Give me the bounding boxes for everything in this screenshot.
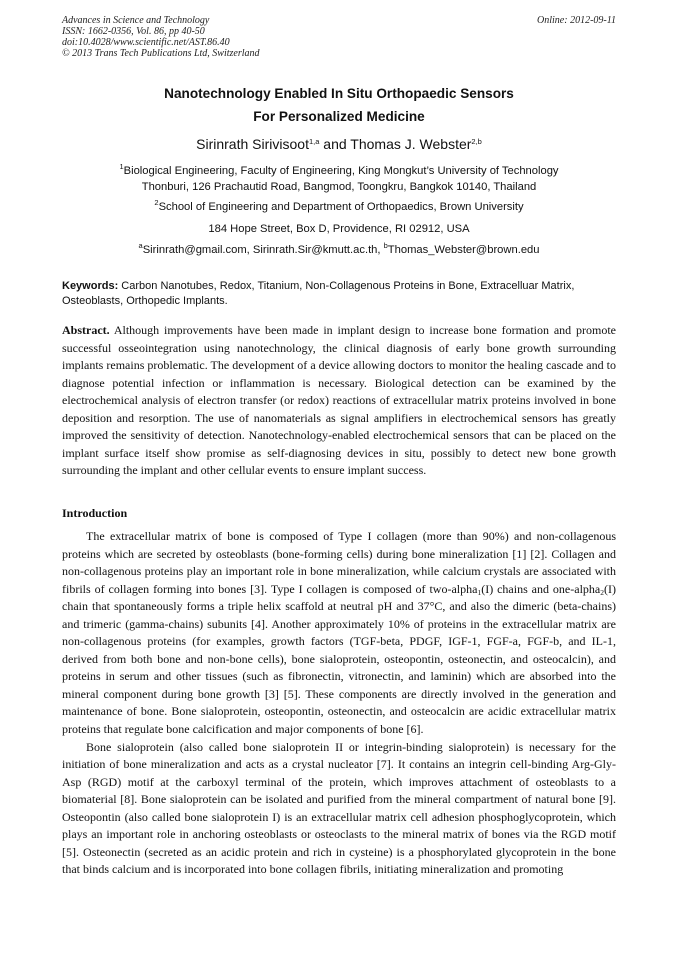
author-list — [62, 134, 616, 154]
online-date: Online: 2012-09-11 — [537, 15, 616, 26]
keywords-label: Keywords: — [62, 280, 119, 292]
title-line-1: Nanotechnology Enabled In Situ Orthopaedic Sensors — [164, 86, 514, 101]
email-b[interactable]: Thomas_Webster@brown.edu — [387, 244, 540, 256]
email-b-mark: b — [383, 241, 388, 250]
doi-line[interactable]: doi:10.4028/www.scientific.net/AST.86.40 — [62, 37, 230, 48]
paper-title — [62, 82, 616, 128]
introduction-heading: Introduction — [62, 506, 128, 520]
title-line-2: For Personalized Medicine — [253, 109, 425, 124]
author-emails — [62, 243, 616, 259]
affiliation-2-line-1: School of Engineering and Department of Orthopaedics, Brown University — [158, 201, 524, 213]
author-connector: and — [319, 136, 351, 152]
affiliation-1-line-1: Biological Engineering, Faculty of Engineering, King Mongkut’s University of Technology — [123, 165, 559, 177]
affiliation-2-mark: 2 — [154, 198, 159, 207]
introduction-paragraph-1: The extracellular matrix of bone is composed of Type I collagen (more than 90%) and non-collagenous proteins which are secreted by osteoblasts (bone-forming cells) during bone mineralization [1] [2]. Collagen and non-collagenous proteins play an important role in bone mineralization, while calcium crystals are associated with fibrils of collagen forming into bones [3]. Type I collagen is composed of two-alpha$_1$(I) chains and one-alpha$_2$(I) chain that spontaneously forms a triple helix scaffold at neutral pH and 37°C, and also the dimeric (beta-chains) and trimeric (gamma-chains) subunits [4]. Another approximately 10% of proteins in the extracellular matrix are non-collagenous proteins (for examples, growth factors (TGF-beta, PDGF, IGF-1, FGF-a, FGF-b, and IL-1, derived from both bone and non-bone cells), bone sialoprotein, osteopontin, osteonectin, and osteocalcin), and proteins in serum and other tissues (such as fibronectin, vitronectin, and laminin) which are absorbed into the mineral component during bone growth [3] [5]. These components are directly involved in the generation and maintenance of bone. Bone sialoprotein, osteopontin, osteonectin, and osteocalcin are acidic extracellular matrix proteins that regulate bone calcification and major components of bone [6]. — [62, 529, 616, 737]
keywords-text: Carbon Nanotubes, Redox, Titanium, Non-Collagenous Proteins in Bone, Extracelluar Matrix, Osteoblasts, Orthopedic Implants. — [62, 280, 575, 307]
affiliation-1-line-2: Thonburi, 126 Prachautid Road, Bangmod, Toongkru, Bangkok 10140, Thailand — [141, 180, 537, 193]
journal-header — [62, 15, 616, 59]
author-1: Sirinrath Sirivisoot — [196, 136, 309, 152]
abstract-text: Although improvements have been made in implant design to increase bone formation and promote successful osseointegration using nanotechnology, the clinical diagnosis of early bone growth surrounding implants remains problematic. The development of a device allowing doctors to monitor the healing cascade and to diagnose potential infection or inflammation is necessary. Biological detection can be examined by the electrochemical analysis of electron transfer (or redox) reactions of extracellular matrix proteins involved in bone deposition and resorption. The use of nanomaterials as signal amplifiers in electrochemical sensors has greatly improved the sensitivity of detection. Nanotechnology-enabled electrochemical sensors that can be placed on the implant surface itself show promise as self-diagnosing devices in situ, possibly to detect new bone growth surrounding the implant and other cellular events to ensure implant success. — [62, 323, 616, 478]
issn-line: ISSN: 1662-0356, Vol. 86, pp 40-50 — [62, 26, 205, 37]
author-2-affiliation-mark: 2,b — [471, 137, 482, 146]
affiliation-1 — [62, 164, 616, 195]
introduction-body — [62, 528, 616, 879]
email-a-mark: a — [138, 241, 143, 250]
email-a[interactable]: Sirinrath@gmail.com, Sirinrath.Sir@kmutt.ac.th, — [142, 244, 384, 256]
abstract — [62, 322, 616, 480]
affiliation-1-mark: 1 — [119, 162, 124, 171]
author-2: Thomas J. Webster — [350, 136, 472, 152]
abstract-label: Abstract. — [62, 323, 110, 337]
journal-name: Advances in Science and Technology — [62, 15, 210, 26]
affiliation-2-address: 184 Hope Street, Box D, Providence, RI 02912, USA — [208, 223, 470, 235]
author-1-affiliation-mark: 1,a — [308, 137, 320, 146]
keywords — [62, 279, 616, 308]
introduction-paragraph-2: Bone sialoprotein (also called bone sialoprotein II or integrin-binding sialoprotein) is necessary for the initiation of bone mineralization and acts as a crystal nucleator [7]. It contains an integrin cell-binding Arg-Gly-Asp (RGD) motif at the carboxyl terminal of the protein, which improves attachment of osteoblasts to a biomaterial [8]. Bone sialoprotein can be isolated and purified from the mineral compartment of natural bone [9]. Osteopontin (also called bone sialoprotein I) is an extracellular matrix cell adhesion phosphoglycoprotein, which plays an important role in anchoring osteoblasts or osteoclasts to the mineral matrix of bones via the RGD motif [5]. Osteonectin (secreted as an acidic protein and rich in cysteine) is a phosphorylated glycoprotein in the bone that binds calcium and is incorporated into bone collagen fibrils, initiating mineralization and promoting — [62, 739, 616, 877]
copyright-line: © 2013 Trans Tech Publications Ltd, Switzerland — [62, 48, 260, 59]
affiliation-2 — [62, 200, 616, 216]
